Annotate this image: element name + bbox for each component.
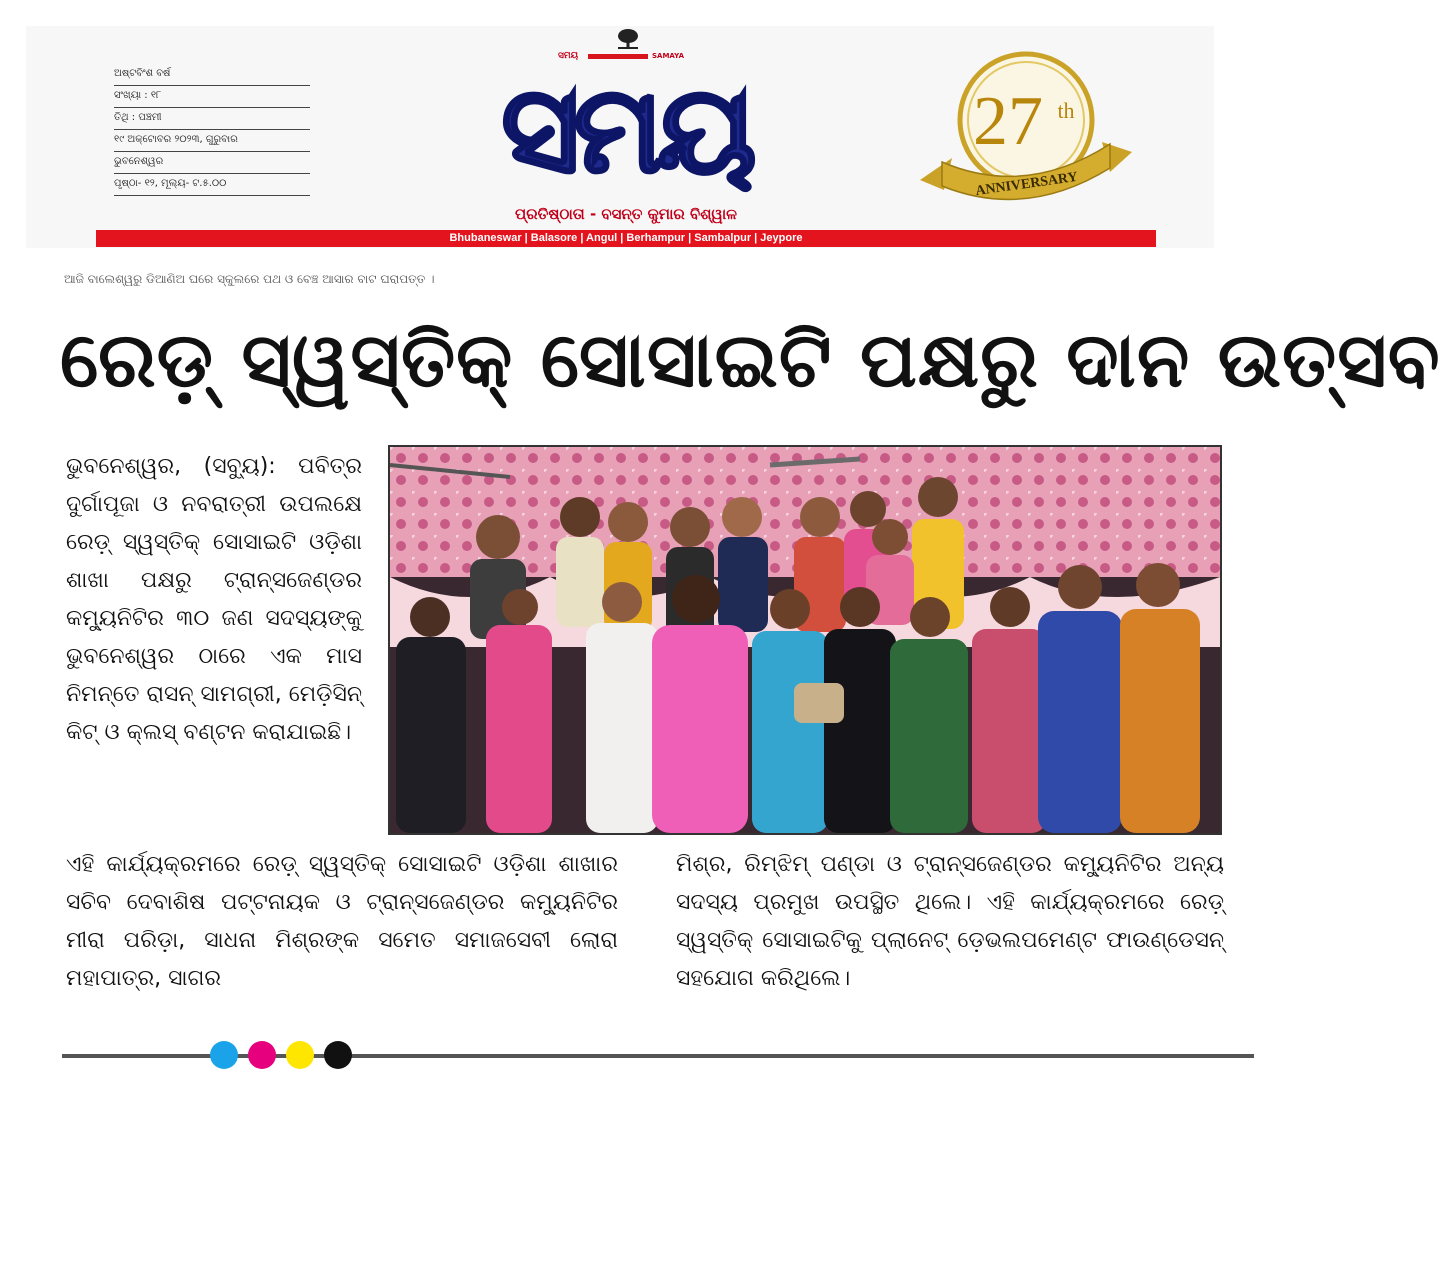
article-body-left: ଏହି କାର୍ଯ୍ୟକ୍ରମରେ ରେଡ଼୍ ସ୍ୱସ୍ତିକ୍ ସୋସାଇଟି ଓଡ଼ିଶା ଶାଖାର ସଚିବ ଦେବାଶିଷ ପଟ୍ଟନାୟକ ଓ ଟ୍ରାନ୍ସଜେଣ୍ଡର କମ୍ୟୁନିଟିର ମୀରା ପରିଡ଼ା, ସାଧନା ମିଶ୍ରଙ୍କ ସମେତ ସମାଜସେବୀ ଲୋରା ମହାପାତ୍ର, ସାଗର xyxy=(66,852,618,991)
meta-place: ଭୁବନେଶ୍ୱର xyxy=(114,152,310,174)
small-brand-english: SAMAYA xyxy=(652,52,684,60)
founder-line: ପ୍ରତିଷ୍ଠାତା - ବସନ୍ତ କୁମାର ବିଶ୍ୱାଳ xyxy=(515,205,737,223)
meta-pages-price: ପୃଷ୍ଠା- ୧୨, ମୂଲ୍ୟ- ଟ.୫.୦୦ xyxy=(114,174,310,196)
black-dot-icon xyxy=(324,1041,352,1069)
anniversary-suffix: th xyxy=(1057,98,1075,123)
issue-meta xyxy=(114,64,310,196)
group-photo xyxy=(388,445,1222,835)
anniversary-badge xyxy=(916,40,1136,210)
small-brand-odia: ସମୟ xyxy=(558,51,579,61)
tree-emblem-icon xyxy=(612,28,644,50)
yellow-dot-icon xyxy=(286,1041,314,1069)
meta-date: ୧୯ ଅକ୍ଟୋବର ୨୦୨୩, ଗୁରୁବାର xyxy=(114,130,310,152)
cmyk-registration-marks xyxy=(210,1041,360,1071)
magenta-dot-icon xyxy=(248,1041,276,1069)
meta-year: ଅଷ୍ଟବିଂଶ ବର୍ଷ xyxy=(114,64,310,86)
article-body-right: ମିଶ୍ର, ରିମ୍‌ଝିମ୍ ପଣ୍ଡା ଓ ଟ୍ରାନ୍ସଜେଣ୍ଡର କମ୍ୟୁନିଟିର ଅନ୍ୟ ସଦସ୍ୟ ପ୍ରମୁଖ ଉପସ୍ଥିତ ଥିଲେ। ଏହି କାର୍ଯ୍ୟକ୍ରମରେ ରେଡ଼୍ ସ୍ୱସ୍ତିକ୍ ସୋସାଇଟିକୁ ପ୍ଲାନେଟ୍ ଡ଼େଭଲପମେଣ୍ଟ ଫାଉଣ୍ଡେସନ୍ ସହଯୋଗ କରିଥିଲେ। xyxy=(676,852,1224,991)
editions-bar: Bhubaneswar | Balasore | Angul | Berhampur | Sambalpur | Jeypore xyxy=(96,230,1156,247)
article-lead: ଭୁବନେଶ୍ୱର, (ସବ୍ୟୁ): ପବିତ୍ର ଦୁର୍ଗାପୂଜା ଓ ନବରାତ୍ରୀ ଉପଲକ୍ଷେ ରେଡ଼୍ ସ୍ୱସ୍ତିକ୍ ସୋସାଇଟି ଓଡ଼ିଶା ଶାଖା ପକ୍ଷରୁ ଟ୍ରାନ୍ସଜେଣ୍ଡର କମ୍ୟୁନିଟିର ୩୦ ଜଣ ସଦସ୍ୟଙ୍କୁ ଭୁବନେଶ୍ୱର ଠାରେ ଏକ ମାସ ନିମନ୍ତେ ରାସନ୍ ସାମଗ୍ରୀ, ମେଡ଼ିସିନ୍ କିଟ୍ ଓ କ୍ଲସ୍ ବଣ୍ଟନ କରାଯାଇଛି। xyxy=(66,454,362,745)
newspaper-logo xyxy=(366,26,886,248)
previous-article-cutoff: ଆଜି ବାଲେଶ୍ୱରୁ ଡିଆଣିଅ ଘରେ ସ୍କୁଲରେ ପଥ ଓ ବେଞ୍ଚ ଆସାର ବାଟ ଘରାପତ୍ତ । xyxy=(64,272,435,286)
meta-issue: ସଂଖ୍ୟା : ୧୮ xyxy=(114,86,310,108)
cyan-dot-icon xyxy=(210,1041,238,1069)
meta-tithi: ତିଥି : ପଞ୍ଚମୀ xyxy=(114,108,310,130)
logo-wordmark: ସମୟ xyxy=(501,61,751,200)
masthead xyxy=(26,26,1214,248)
people-front-row xyxy=(396,563,1200,833)
article-headline: ରେଡ଼୍ ସ୍ୱସ୍ତିକ୍ ସୋସାଇଟି ପକ୍ଷରୁ ଦାନ ଉତ୍ସବ xyxy=(60,315,1441,404)
anniversary-number: 27 xyxy=(973,83,1043,160)
anniversary-label: ANNIVERSARY xyxy=(974,169,1079,200)
